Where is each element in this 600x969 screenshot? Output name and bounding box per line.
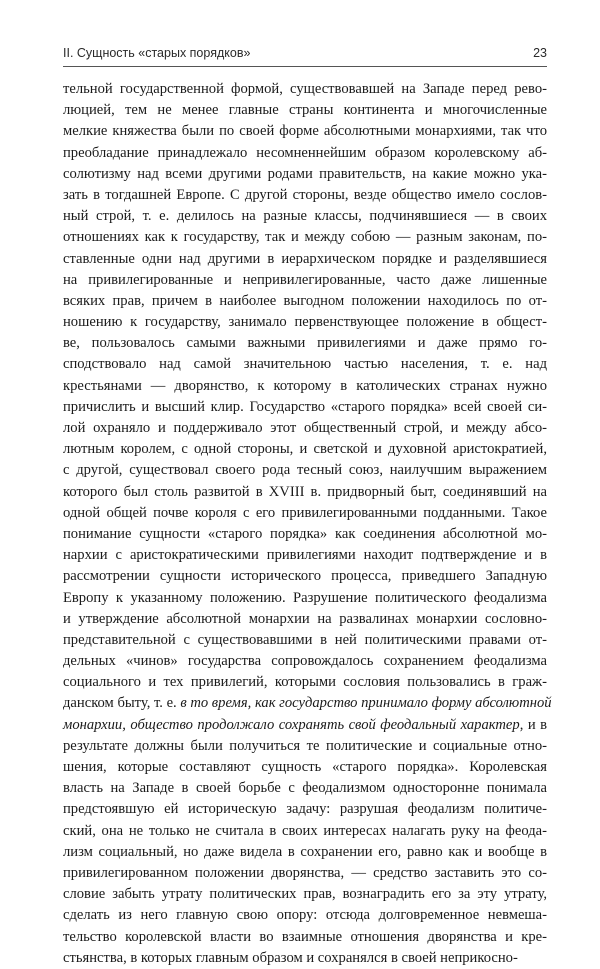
text-line [63, 503, 547, 524]
text-line [63, 333, 547, 354]
line-text: причислить и высший клир. Государство «старого порядка» всей своей си- [63, 398, 547, 415]
line-text: ве, пользовалось самыми важными привилегиями и даже прямо го- [63, 335, 547, 352]
text-line [63, 291, 547, 312]
text-line [63, 778, 547, 799]
text-line [63, 121, 547, 142]
line-text: с другой, существовал своего рода тесный союз, наилучшим выражением [63, 462, 547, 479]
text-line [63, 799, 547, 820]
line-text: нархии с аристократическими привилегиями находит подтверждение и в [63, 547, 547, 564]
text-line [63, 693, 552, 714]
text-line [63, 143, 547, 164]
line-text: рассмотрении сущности исторического процесса, приведшего Западную [63, 568, 547, 585]
text-line [63, 227, 547, 248]
line-text: преобладание принадлежало несомненнейшим образом королевскому аб- [63, 144, 547, 161]
text-line [63, 545, 547, 566]
text-line [63, 482, 547, 503]
text-line [63, 185, 547, 206]
line-text: крестьянами — дворянство, к которому в католических странах нужно [63, 377, 547, 394]
line-text: и утверждение абсолютной монархии на развалинах монархии сословно- [63, 610, 547, 627]
text-line [63, 312, 547, 333]
line-text: привилегированном положении дворянства, — средство заставить это со- [63, 864, 547, 881]
line-text: дельных «чинов» государства сопровождалось сохранением феодализма [63, 653, 547, 670]
line-text: власть на Западе в своей борьбе с феодализмом односторонне понимала [63, 780, 547, 797]
text-line [63, 566, 547, 587]
line-text: тельство королевской власти во взаимные отношения дворянства и кре- [63, 928, 547, 945]
line-text: лой охраняло и поддерживало этот общественный строй, и между абсо- [63, 420, 547, 436]
line-text: отношениях как к государству, так и между собою — разным законам, по- [63, 229, 547, 246]
text-line [63, 630, 547, 651]
header-rule [63, 66, 547, 67]
line-text: на привилегированные и непривилегированные, часто даже лишенные [63, 271, 547, 288]
text-line [63, 651, 547, 672]
text-line [63, 397, 547, 418]
line-text: мелкие княжества были по своей форме абсолютными монархиями, так что [63, 123, 547, 140]
line-text: всяких прав, причем в наиболее выгодном положении находилось по от- [63, 292, 547, 309]
text-line [63, 609, 547, 630]
emphasized-text: монархии, общество продолжало сохранять свой феодальный характер [63, 716, 520, 733]
text-line [63, 948, 547, 969]
text-line [63, 884, 547, 905]
line-text: понимание сущности «старого порядка» как соединения абсолютной мо- [63, 525, 547, 542]
text-line [63, 524, 547, 545]
line-text: стьянства, в которых главным образом и сохранялся в своей неприкосно- [63, 949, 518, 966]
text-line [63, 354, 547, 375]
line-text: лютным королем, с одной стороны, и светской и духовной аристократией, [63, 441, 547, 458]
line-text: данском быту, т. е. [63, 695, 181, 712]
text-line [63, 672, 547, 693]
text-line [63, 164, 547, 185]
text-line [63, 842, 547, 863]
line-text: сподствовало над самой значительною частью населения, т. е. над [63, 356, 547, 373]
line-text: зать в тогдашней Европе. С другой стороны, везде общество имело сослов- [63, 186, 547, 203]
text-line [63, 376, 547, 397]
text-line [63, 270, 547, 291]
line-text: солютизму над всеми другими родами правительств, на какие можно ука- [63, 165, 547, 182]
body-text [63, 79, 552, 969]
text-line [63, 206, 547, 227]
text-line [63, 715, 547, 736]
text-line [63, 863, 547, 884]
text-line [63, 588, 547, 609]
line-text: представительной с существовавшими в ней политическими правами от- [63, 631, 547, 648]
text-line [63, 905, 547, 926]
line-text: ношению к государству, занимало первенствующее положение в общест- [63, 314, 547, 331]
text-line [63, 757, 547, 778]
line-text: лизм социальный, но даже видела в сохранении его, равно как и вообще в [63, 843, 547, 860]
text-line [63, 249, 547, 270]
emphasized-text: в то время, как государство принимало форму абсолютной [180, 695, 552, 712]
line-text: тельной государственной формой, существовавшей на Западе перед рево- [63, 81, 547, 97]
line-text: результате должны были получиться те политические и социальные отно- [63, 737, 547, 754]
text-line [63, 927, 547, 948]
line-text: предстоявшую ей историческую задачу: разрушая феодализм политиче- [63, 801, 547, 818]
line-text: которого был столь развитой в XVIII в. придворный быт, соединявший на [63, 483, 547, 500]
text-line [63, 418, 547, 439]
text-line [63, 100, 547, 121]
line-text: сделать из него главную свою опору: отсюда долговременное невмеша- [63, 907, 547, 924]
line-text: ставленные одни над другими в иерархическом порядке и разделявшиеся [63, 250, 547, 267]
line-text: ный строй, т. е. делилось на разные классы, подчинявшиеся — в своих [63, 208, 547, 225]
text-line [63, 460, 547, 481]
section-title: II. Сущность «старых порядков» [63, 46, 251, 60]
page-number: 23 [533, 46, 547, 60]
line-text: одной общей почве короля с его привилегированными подданными. Такое [63, 504, 547, 521]
line-text: ский, она не только не считала в своих интересах налагать руку на феода- [63, 822, 547, 839]
text-line [63, 736, 547, 757]
text-line [63, 79, 547, 100]
line-text: словие забыть утрату политических прав, вознаградить его за эту утрату, [63, 886, 547, 903]
line-text: люцией, тем не менее главные страны континента и многочисленные [63, 102, 547, 119]
text-line [63, 439, 547, 460]
line-text: социального и тех привилегий, которыми сословия пользовались в граж- [63, 674, 547, 691]
text-line [63, 821, 547, 842]
line-text: шения, которые составляют сущность «старого порядка». Королевская [63, 759, 547, 775]
line-text: , и в [519, 716, 547, 733]
line-text: Европу к указанному положению. Разрушение политического феодализма [63, 589, 547, 606]
